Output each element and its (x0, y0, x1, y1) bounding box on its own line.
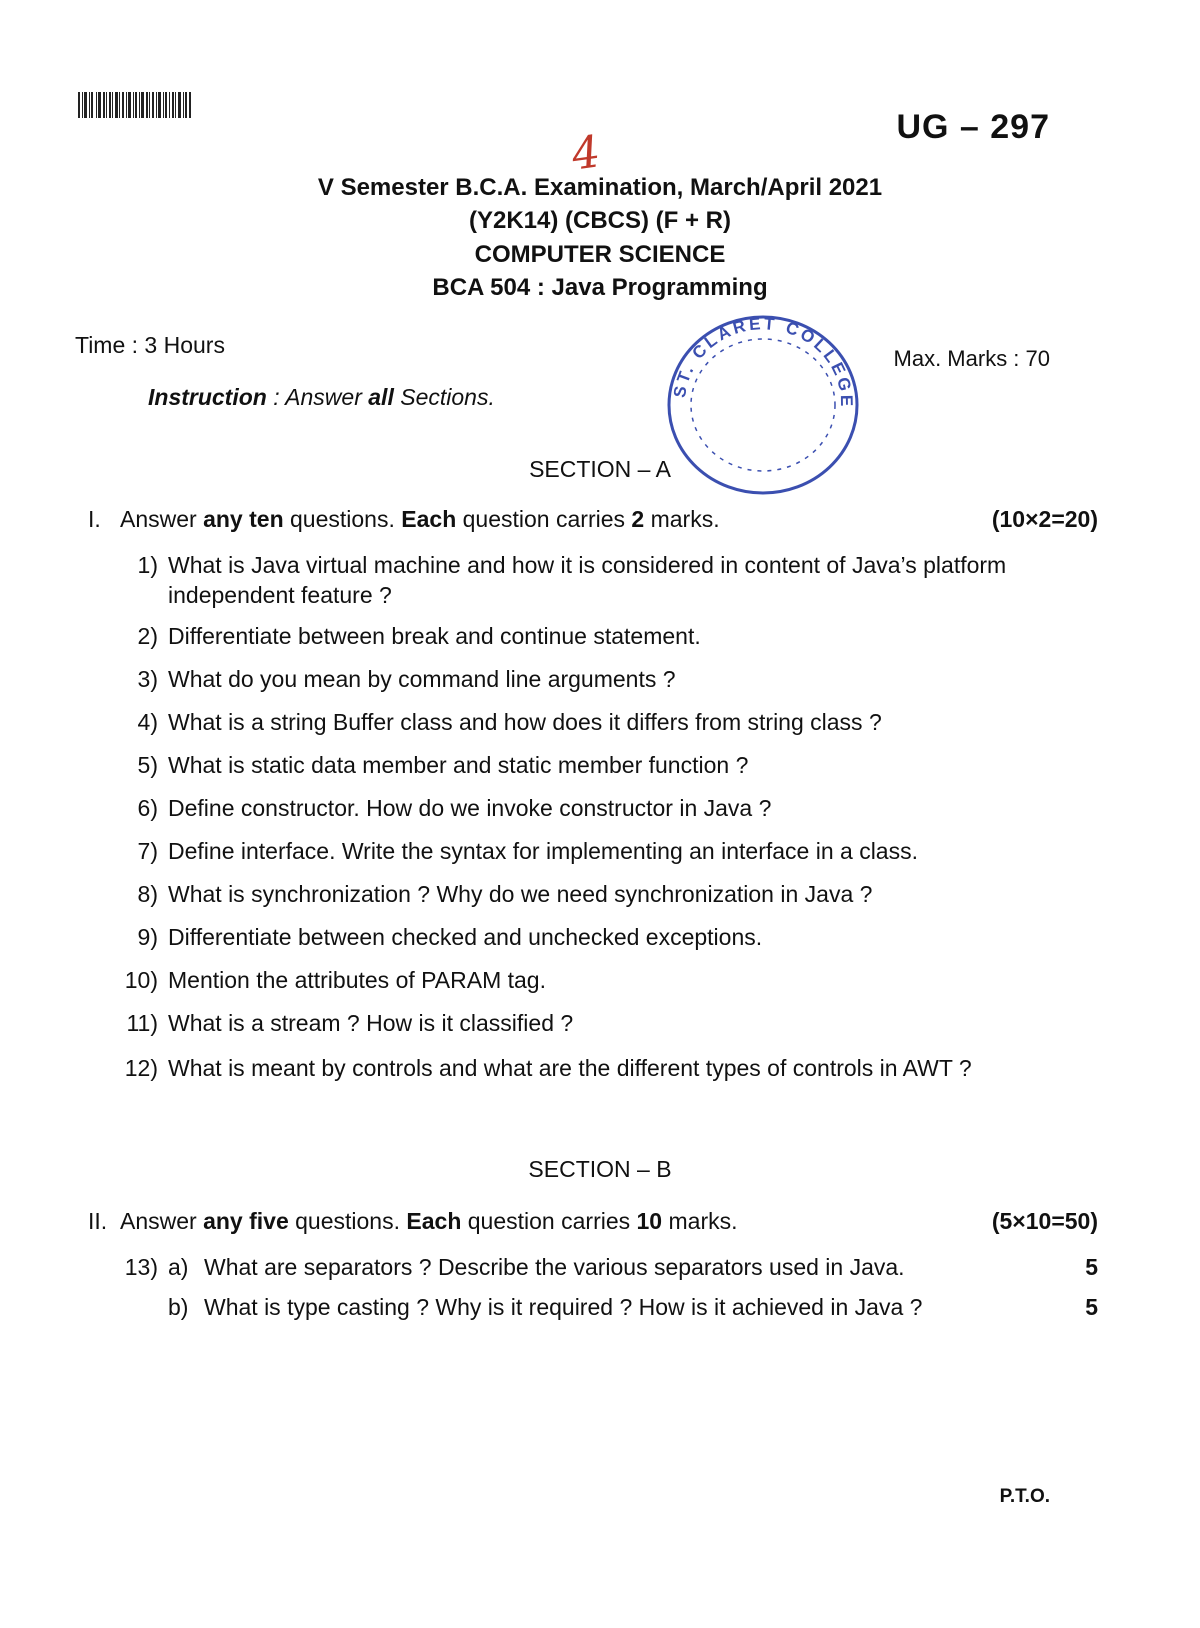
marks: 5 (1085, 1254, 1098, 1280)
section-a-title: SECTION – A (529, 456, 671, 482)
exam-title: V Semester B.C.A. Examination, March/April 2021 (317, 174, 883, 201)
question: 11) What is a stream ? How is it classified ? (126, 1010, 574, 1036)
question: 5) What is static data member and static member function ? (137, 752, 749, 778)
question: 2) Differentiate between break and continue statement. (137, 623, 701, 649)
question: 3) What do you mean by command line arguments ? (137, 666, 676, 692)
handwritten-mark: 4 (568, 126, 604, 181)
section-a-instruction: I. Answer any ten questions. Each question carries 2 marks. (10×2=20) (88, 506, 1098, 532)
marks: 5 (1085, 1294, 1098, 1320)
svg-text:ST. CLARET COLLEGE (670, 314, 856, 409)
page-turn-note: P.T.O. (999, 1486, 1050, 1507)
barcode (78, 92, 228, 118)
section-b-allocation: (5×10=50) (991, 1208, 1098, 1234)
subquestion: 13) a) What are separators ? Describe the various separators used in Java. 5 (124, 1254, 1098, 1280)
max-marks: Max. Marks : 70 (893, 346, 1050, 371)
subquestion: b) What is type casting ? Why is it required ? How is it achieved in Java ? 5 (168, 1294, 1098, 1320)
question: 12) What is meant by controls and what are the different types of controls in AWT ? (124, 1055, 972, 1081)
question: 7) Define interface. Write the syntax for implementing an interface in a class. (137, 838, 918, 864)
question: 6) Define constructor. How do we invoke constructor in Java ? (137, 795, 772, 821)
question: 9) Differentiate between checked and unchecked exceptions. (137, 924, 763, 950)
time-allowed: Time : 3 Hours (75, 332, 225, 358)
paper-code: UG – 297 (896, 108, 1050, 146)
stamp-text: ST. CLARET COLLEGE (670, 314, 857, 410)
question: 1) What is Java virtual machine and how it is considered in content of Java’s platform independent feature ? (137, 552, 1007, 608)
paper-name: BCA 504 : Java Programming (432, 274, 768, 301)
exam-scheme: (Y2K14) (CBCS) (F + R) (468, 207, 732, 234)
instruction: Instruction : Answer all Sections. (148, 384, 495, 410)
question: 10) Mention the attributes of PARAM tag. (124, 967, 546, 993)
subject-name: COMPUTER SCIENCE (474, 241, 726, 268)
section-b-instruction: II. Answer any five questions. Each question carries 10 marks. (5×10=50) (88, 1208, 1098, 1234)
question: 4) What is a string Buffer class and how does it differs from string class ? (137, 709, 882, 735)
question: 8) What is synchronization ? Why do we need synchronization in Java ? (137, 881, 873, 907)
section-a-allocation: (10×2=20) (991, 506, 1098, 532)
instruction-label: Instruction (148, 384, 267, 410)
section-b-title: SECTION – B (528, 1156, 672, 1182)
